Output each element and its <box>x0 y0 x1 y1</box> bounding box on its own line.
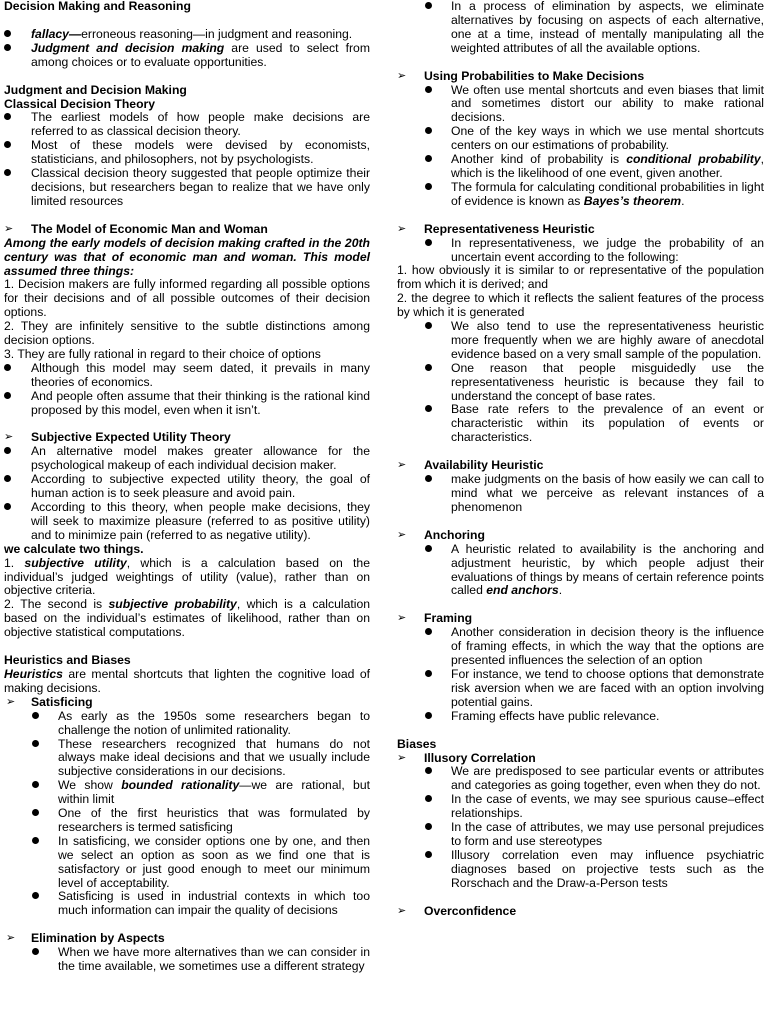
list-item-text: As early as the 1950s some researchers began to challenge the notion of unlimited rationality. <box>58 708 370 737</box>
section-heading-text: The Model of Economic Man and Woman <box>31 221 268 236</box>
bullet-dot-icon <box>32 738 39 752</box>
list-item-text: Another kind of probability is <box>451 152 627 167</box>
right-column <box>397 0 764 918</box>
section-heading-text: Elimination by Aspects <box>31 931 165 946</box>
term-heuristics: Heuristics <box>4 666 63 681</box>
arrow-bullet-icon: ➢ <box>4 431 14 444</box>
list-item-text: —we are rational, but within limit <box>58 778 370 807</box>
section-heading <box>397 905 764 919</box>
bullet-dot-icon <box>4 167 11 181</box>
list-item <box>4 710 370 738</box>
bullet-dot-icon <box>425 403 432 417</box>
list-item-text: An alternative model makes greater allowance for the psychological makeup of each individual decision maker. <box>31 444 370 473</box>
section-heading-text: Illusory Correlation <box>424 750 536 765</box>
bullet-dot-icon <box>32 946 39 960</box>
list-item-text: Although this model may seem dated, it prevails in many theories of economics. <box>31 360 370 389</box>
list-item <box>397 125 764 153</box>
list-item-text: Most of these models were devised by economists, statisticians, and philosophers, not by psychologists. <box>31 138 370 167</box>
list-item <box>4 835 370 891</box>
section-heading <box>397 223 764 237</box>
term-bayes-theorem: Bayes’s theorem <box>583 193 682 208</box>
point-text: 2. The second is <box>4 597 109 612</box>
bullet-dot-icon <box>425 125 432 139</box>
list-item-text: According to this theory, when people make decisions, they will seek to maximize pleasure (referred to as positive utility) and to minimize pain (referred to as negative utility). <box>31 500 370 542</box>
bullet-dot-icon <box>425 765 432 779</box>
point-text: , which is a calculation based on the individual’s estimates of likelihood, rather than on objective statistical computations. <box>4 597 370 640</box>
bullet-dot-icon <box>4 111 11 125</box>
bullet-dot-icon <box>32 807 39 821</box>
section-heading-text: Subjective Expected Utility Theory <box>31 430 231 445</box>
bullet-dot-icon <box>32 890 39 904</box>
arrow-bullet-icon: ➢ <box>397 904 407 917</box>
point-text: , which is a calculation based on the individual’s judged weightings of utility (value), rather than on objective criteria. <box>4 555 370 598</box>
list-item-text: erroneous reasoning—in judgment and reasoning. <box>81 26 353 41</box>
section-heading-text: Overconfidence <box>424 903 517 918</box>
term-subjective-probability: subjective probability <box>108 597 237 612</box>
section-heading-text: Framing <box>424 611 473 626</box>
list-item-text: And people often assume that their thinking is the rational kind proposed by this model, even when it isn’t. <box>31 388 370 417</box>
list-item <box>4 445 370 473</box>
list-item <box>397 0 764 56</box>
list-item-text: The formula for calculating conditional probabilities in light of evidence is known as <box>451 179 764 208</box>
term-conditional-probability: conditional probability <box>626 152 761 167</box>
list-item <box>397 710 764 724</box>
section-heading-text: Availability Heuristic <box>424 458 544 473</box>
bullet-dot-icon <box>425 181 432 195</box>
bullet-dot-icon <box>425 710 432 724</box>
page-title: Decision Making and Reasoning <box>4 0 191 13</box>
list-item-text: The earliest models of how people make decisions are referred to as classical decision theory. <box>31 110 370 139</box>
section-heading <box>397 752 764 766</box>
bullet-dot-icon <box>425 849 432 863</box>
bullet-dot-icon <box>4 28 11 42</box>
list-item-text: When we have more alternatives than we can consider in the time available, we sometimes use a different strategy <box>58 945 370 974</box>
section-heading <box>397 459 764 473</box>
bullet-dot-icon <box>425 793 432 807</box>
bullet-dot-icon <box>4 445 11 459</box>
list-item <box>397 765 764 793</box>
left-column <box>4 0 370 974</box>
list-item-text: We also tend to use the representativeness heuristic more frequently when we are highly aware of anecdotal evidence based on a very small sample of the population. <box>451 319 764 361</box>
arrow-bullet-icon: ➢ <box>397 69 407 82</box>
list-item <box>4 390 370 418</box>
arrow-bullet-icon: ➢ <box>397 459 407 472</box>
list-item <box>397 320 764 362</box>
numbered-point: 1. Decision makers are fully informed regarding all possible options for their decisions and of all possible outcomes of their decision options. <box>4 277 370 320</box>
list-item-text: In the case of events, we may see spurious cause–effect relationships. <box>451 792 764 821</box>
bullet-dot-icon <box>4 139 11 153</box>
numbered-point <box>4 557 370 599</box>
bullet-dot-icon <box>425 543 432 557</box>
bullet-dot-icon <box>32 779 39 793</box>
list-item-text: make judgments on the basis of how easily we can call to mind what we perceive as relevant instances of a phenomenon <box>451 472 764 514</box>
list-item-text: Satisficing is used in industrial contexts in which too much information can impair the quality of decisions <box>58 889 370 918</box>
list-item-text: According to subjective expected utility theory, the goal of human action is to seek pleasure and avoid pain. <box>31 472 370 501</box>
list-item-text: We are predisposed to see particular events or attributes and categories as going together, even when they do not. <box>451 764 764 793</box>
section-heading-text: Representativeness Heuristic <box>424 221 595 236</box>
numbered-point: 2. They are infinitely sensitive to the subtle distinctions among decision options. <box>4 319 370 348</box>
list-item-text: One of the first heuristics that was formulated by researchers is termed satisficing <box>58 806 370 834</box>
section-heading <box>397 529 764 543</box>
list-item <box>397 403 764 445</box>
list-item <box>4 111 370 139</box>
list-item-text: In representativeness, we judge the probability of an uncertain event according to the following: <box>451 235 764 264</box>
definition-text: are mental shortcuts that lighten the cognitive load of making decisions. <box>4 666 370 695</box>
section-heading <box>4 223 370 237</box>
list-item <box>4 779 370 807</box>
list-item <box>397 181 764 209</box>
list-item-text: , which is the likelihood of one event, given another. <box>451 152 764 180</box>
list-item <box>397 849 764 891</box>
section-heading: Biases <box>397 736 437 751</box>
section-heading: Heuristics and Biases <box>4 653 131 668</box>
list-item-text: Framing effects have public relevance. <box>451 708 660 723</box>
term-subjective-utility: subjective utility <box>24 555 127 570</box>
bullet-dot-icon <box>425 473 432 487</box>
list-item-text: One reason that people misguidedly use the representativeness heuristic is because they fail to understand the concept of base rates. <box>451 360 764 403</box>
section-heading <box>4 431 370 445</box>
list-item <box>397 793 764 821</box>
list-item <box>397 626 764 668</box>
list-item-text: In satisficing, we consider options one by one, and then we select an option as soon as we find one that is satisfactory or just good enough to meet our minimum level of acceptability. <box>58 833 370 890</box>
definition <box>4 668 370 696</box>
bullet-dot-icon <box>425 821 432 835</box>
arrow-bullet-icon: ➢ <box>397 222 407 235</box>
bullet-dot-icon <box>425 84 432 98</box>
section-heading <box>4 696 370 710</box>
list-item <box>397 237 764 265</box>
term-bounded-rationality: bounded rationality <box>121 778 240 793</box>
lead-text: Among the early models of decision making crafted in the 20th century was that of economic man and woman. This model assumed three things: <box>4 235 370 278</box>
list-item <box>4 890 370 918</box>
numbered-point: 2. the degree to which it reflects the salient features of the process by which it is generated <box>397 291 764 320</box>
term-end-anchors: end anchors <box>486 583 559 598</box>
bullet-dot-icon <box>425 668 432 682</box>
bullet-dot-icon <box>4 390 11 404</box>
point-number: 1. <box>4 555 25 570</box>
section-heading: Judgment and Decision Making <box>4 82 187 97</box>
numbered-point: 3. They are fully rational in regard to their choice of options <box>4 346 321 361</box>
bullet-dot-icon <box>425 362 432 376</box>
list-item-text: In a process of elimination by aspects, we eliminate alternatives by focusing on aspects of each alternative, one at a time, instead of mentally manipulating all the weighted attributes of all the available options. <box>451 0 764 55</box>
list-item-text: Another consideration in decision theory is the influence of framing effects, in which the way that the options are presented influences the selection of an option <box>451 625 764 668</box>
list-item-text: For instance, we tend to choose options that demonstrate risk aversion when we are faced with an option involving potential gains. <box>451 666 764 709</box>
section-heading-text: Anchoring <box>424 527 485 542</box>
list-item <box>4 28 370 42</box>
section-heading-text: Satisficing <box>31 694 93 709</box>
arrow-bullet-icon: ➢ <box>6 932 16 945</box>
list-item-text: We often use mental shortcuts and even biases that limit and sometimes distort our ability to make rational decisions. <box>451 82 764 125</box>
list-item-text: are used to select from among choices or to evaluate opportunities. <box>31 40 370 69</box>
subheading: we calculate two things. <box>4 541 144 556</box>
list-item <box>4 807 370 835</box>
list-item <box>4 362 370 390</box>
list-item <box>4 139 370 167</box>
term-judgment: Judgment and decision making <box>31 40 225 55</box>
list-item-text: One of the key ways in which we use mental shortcuts centers on our estimations of probability. <box>451 124 764 153</box>
list-item <box>397 821 764 849</box>
arrow-bullet-icon: ➢ <box>397 528 407 541</box>
list-item <box>4 738 370 780</box>
list-item <box>4 473 370 501</box>
bullet-dot-icon <box>4 501 11 515</box>
arrow-bullet-icon: ➢ <box>397 751 407 764</box>
list-item-text: These researchers recognized that humans do not always make ideal decisions and that we usually include subjective considerations in our decisions. <box>58 736 370 779</box>
bullet-dot-icon <box>32 710 39 724</box>
list-item <box>397 153 764 181</box>
list-item <box>4 501 370 543</box>
bullet-dot-icon <box>425 237 432 251</box>
numbered-point: 1. how obviously it is similar to or representative of the population from which it is derived; and <box>397 263 764 292</box>
bullet-dot-icon <box>425 0 432 14</box>
list-item <box>4 167 370 209</box>
list-item <box>4 946 370 974</box>
arrow-bullet-icon: ➢ <box>397 612 407 625</box>
arrow-bullet-icon: ➢ <box>6 695 16 708</box>
section-heading <box>397 612 764 626</box>
bullet-dot-icon <box>4 362 11 376</box>
list-item <box>397 668 764 710</box>
bullet-dot-icon <box>425 320 432 334</box>
list-item-text: Illusory correlation even may influence psychiatric diagnoses based on projective tests such as the Rorschach and the Draw-a-Person tests <box>451 847 764 890</box>
list-item-text: We show <box>58 778 122 793</box>
bullet-dot-icon <box>425 626 432 640</box>
list-item-text: Base rate refers to the prevalence of an event or characteristic within its population of events or characteristics. <box>451 402 764 445</box>
list-item <box>397 362 764 404</box>
list-item-text: In the case of attributes, we may use personal prejudices to form and use stereotypes <box>451 820 764 848</box>
list-item-text: A heuristic related to availability is the anchoring and adjustment heuristic, by which people adjust their evaluations of things by means of certain reference points called <box>451 541 764 598</box>
list-item <box>4 42 370 70</box>
section-heading-text: Using Probabilities to Make Decisions <box>424 68 645 83</box>
list-item <box>397 543 764 599</box>
numbered-point <box>4 598 370 640</box>
list-item <box>397 84 764 126</box>
bullet-dot-icon <box>32 835 39 849</box>
list-item <box>397 473 764 515</box>
bullet-dot-icon <box>4 473 11 487</box>
section-heading <box>397 70 764 84</box>
section-heading <box>4 932 370 946</box>
term-fallacy: fallacy— <box>31 26 82 41</box>
list-item-text: . <box>681 193 685 208</box>
list-item-text: Classical decision theory suggested that people optimize their decisions, but researchers began to realize that we have only limited resources <box>31 166 370 208</box>
list-item-text: . <box>558 583 563 598</box>
section-heading: Classical Decision Theory <box>4 96 156 111</box>
bullet-dot-icon <box>425 153 432 167</box>
arrow-bullet-icon: ➢ <box>4 222 14 235</box>
bullet-dot-icon <box>4 42 11 56</box>
